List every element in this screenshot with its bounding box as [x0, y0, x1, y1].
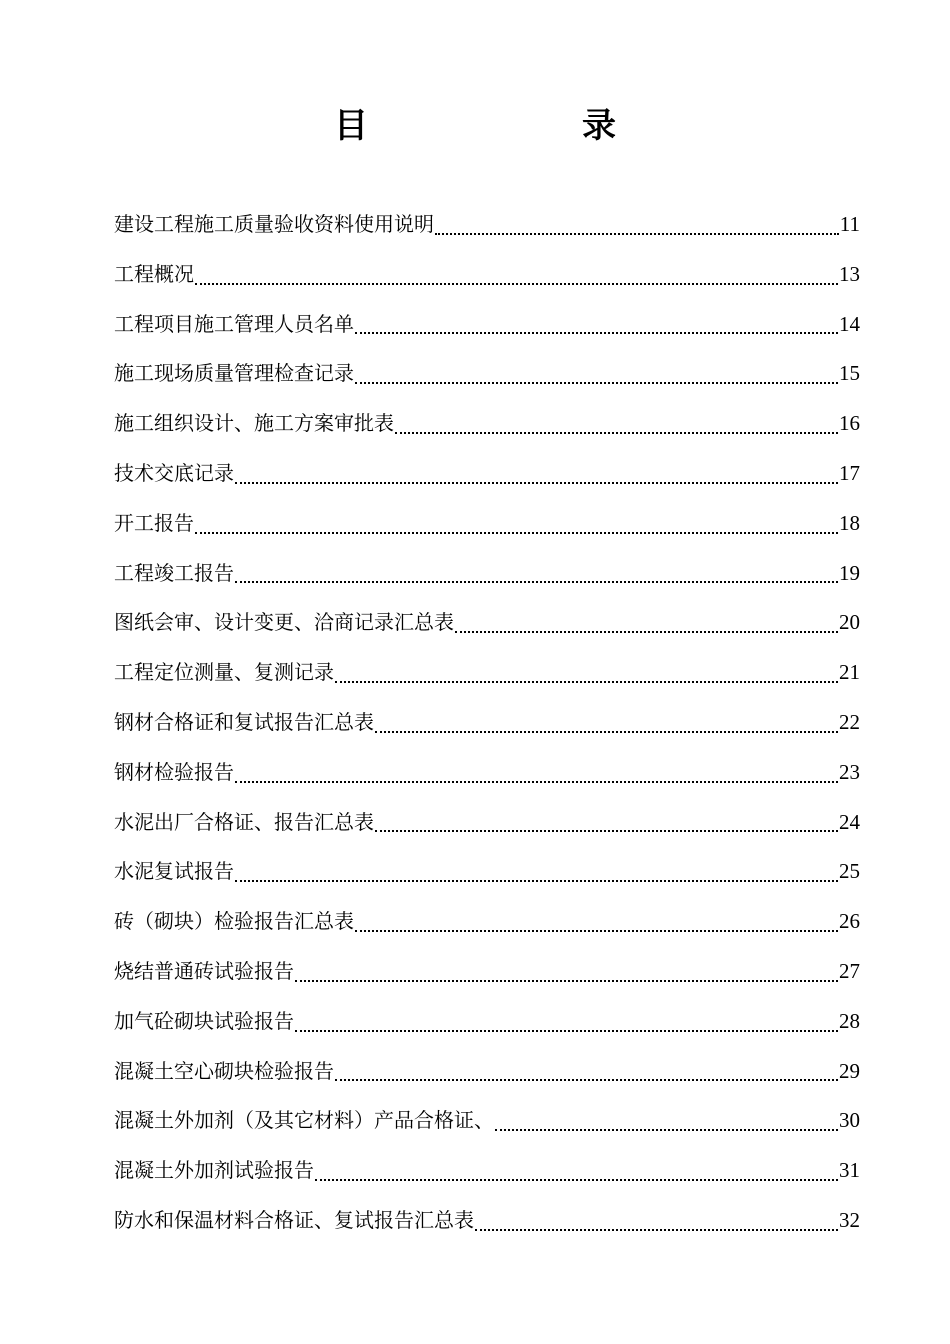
toc-entry-label: 建设工程施工质量验收资料使用说明 — [114, 212, 434, 236]
toc-entry-page: 16 — [839, 411, 860, 436]
toc-leader-dots — [455, 631, 838, 633]
toc-entry[interactable] — [114, 654, 860, 704]
toc-entry[interactable] — [114, 505, 860, 555]
toc-entry-page: 29 — [839, 1058, 860, 1083]
toc-entry-label: 工程竣工报告 — [114, 560, 234, 585]
toc-entry-label: 混凝土外加剂试验报告 — [114, 1158, 314, 1183]
toc-entry-page: 32 — [839, 1207, 860, 1232]
toc-entry[interactable] — [114, 903, 860, 953]
toc-leader-dots — [395, 432, 838, 434]
toc-leader-dots — [375, 830, 838, 832]
toc-entry-page: 31 — [839, 1158, 860, 1183]
toc-entry-label: 开工报告 — [114, 510, 194, 535]
toc-entry-label: 施工现场质量管理检查记录 — [114, 361, 354, 386]
toc-leader-dots — [235, 581, 838, 583]
toc-entry[interactable] — [114, 405, 860, 455]
toc-entry[interactable] — [114, 206, 860, 256]
toc-entry-label: 施工组织设计、施工方案审批表 — [114, 411, 394, 436]
toc-entry-label: 烧结普通砖试验报告 — [114, 958, 294, 983]
page-title: 目 录 — [334, 106, 706, 146]
toc-leader-dots — [335, 1079, 838, 1081]
toc-entry[interactable] — [114, 306, 860, 356]
toc-entry[interactable] — [114, 1003, 860, 1053]
toc-entry-page: 19 — [839, 560, 860, 585]
toc-entry-label: 技术交底记录 — [114, 460, 234, 485]
toc-entry-page: 23 — [839, 759, 860, 784]
toc-entry-page: 14 — [839, 311, 860, 336]
toc-leader-dots — [495, 1129, 838, 1131]
toc-leader-dots — [295, 980, 838, 982]
toc-leader-dots — [195, 532, 838, 534]
toc-entry-label: 钢材合格证和复试报告汇总表 — [114, 709, 374, 734]
toc-entry-label: 水泥出厂合格证、报告汇总表 — [114, 809, 374, 834]
toc-entry-label: 工程项目施工管理人员名单 — [114, 311, 354, 336]
toc-leader-dots — [195, 283, 838, 285]
toc-entry[interactable] — [114, 355, 860, 405]
toc-entry-page: 27 — [839, 958, 860, 983]
toc-entry[interactable] — [114, 1102, 860, 1152]
toc-entry-page: 15 — [839, 361, 860, 386]
toc-entry-page: 26 — [839, 909, 860, 934]
toc-leader-dots — [295, 1030, 838, 1032]
toc-leader-dots — [315, 1179, 838, 1181]
toc-leader-dots — [235, 880, 838, 882]
toc-leader-dots — [435, 233, 839, 235]
toc-leader-dots — [355, 930, 838, 932]
toc-entry[interactable] — [114, 1053, 860, 1103]
toc-entry-label: 工程定位测量、复测记录 — [114, 660, 334, 685]
toc-entry-label: 水泥复试报告 — [114, 859, 234, 884]
toc-entry[interactable] — [114, 455, 860, 505]
toc-entry-label: 砖（砌块）检验报告汇总表 — [114, 909, 354, 934]
toc-entry-page: 17 — [839, 460, 860, 485]
toc-entry-label: 混凝土空心砌块检验报告 — [114, 1058, 334, 1083]
toc-leader-dots — [475, 1229, 838, 1231]
toc-entry-label: 工程概况 — [114, 261, 194, 286]
toc-leader-dots — [355, 332, 838, 334]
toc-entry[interactable] — [114, 804, 860, 854]
toc-entry-page: 18 — [839, 510, 860, 535]
toc-entry[interactable] — [114, 853, 860, 903]
toc-entry[interactable] — [114, 704, 860, 754]
toc-leader-dots — [235, 781, 838, 783]
toc-entry-label: 钢材检验报告 — [114, 759, 234, 784]
toc-entry[interactable] — [114, 754, 860, 804]
toc-entry-page: 28 — [839, 1008, 860, 1033]
toc-entry[interactable] — [114, 953, 860, 1003]
toc-entry[interactable] — [114, 256, 860, 306]
toc-entry-label: 图纸会审、设计变更、洽商记录汇总表 — [114, 610, 454, 635]
toc-entry-page: 24 — [839, 809, 860, 834]
toc-entry[interactable] — [114, 604, 860, 654]
toc-leader-dots — [355, 382, 838, 384]
toc-entry[interactable] — [114, 1152, 860, 1202]
toc-entry-label: 防水和保温材料合格证、复试报告汇总表 — [114, 1207, 474, 1232]
toc-entry[interactable] — [114, 555, 860, 605]
toc-entry-page: 11 — [839, 212, 860, 236]
toc-entry-page: 20 — [839, 610, 860, 635]
table-of-contents — [114, 206, 860, 1252]
toc-entry-label: 混凝土外加剂（及其它材料）产品合格证、 — [114, 1108, 494, 1133]
toc-entry-label: 加气砼砌块试验报告 — [114, 1008, 294, 1033]
toc-entry-page: 21 — [839, 660, 860, 685]
toc-entry-page: 22 — [839, 709, 860, 734]
toc-entry[interactable] — [114, 1202, 860, 1252]
toc-entry-page: 25 — [839, 859, 860, 884]
toc-leader-dots — [335, 681, 838, 683]
toc-entry-page: 30 — [839, 1108, 860, 1133]
toc-leader-dots — [375, 731, 838, 733]
toc-entry-page: 13 — [839, 261, 860, 286]
toc-leader-dots — [235, 482, 838, 484]
